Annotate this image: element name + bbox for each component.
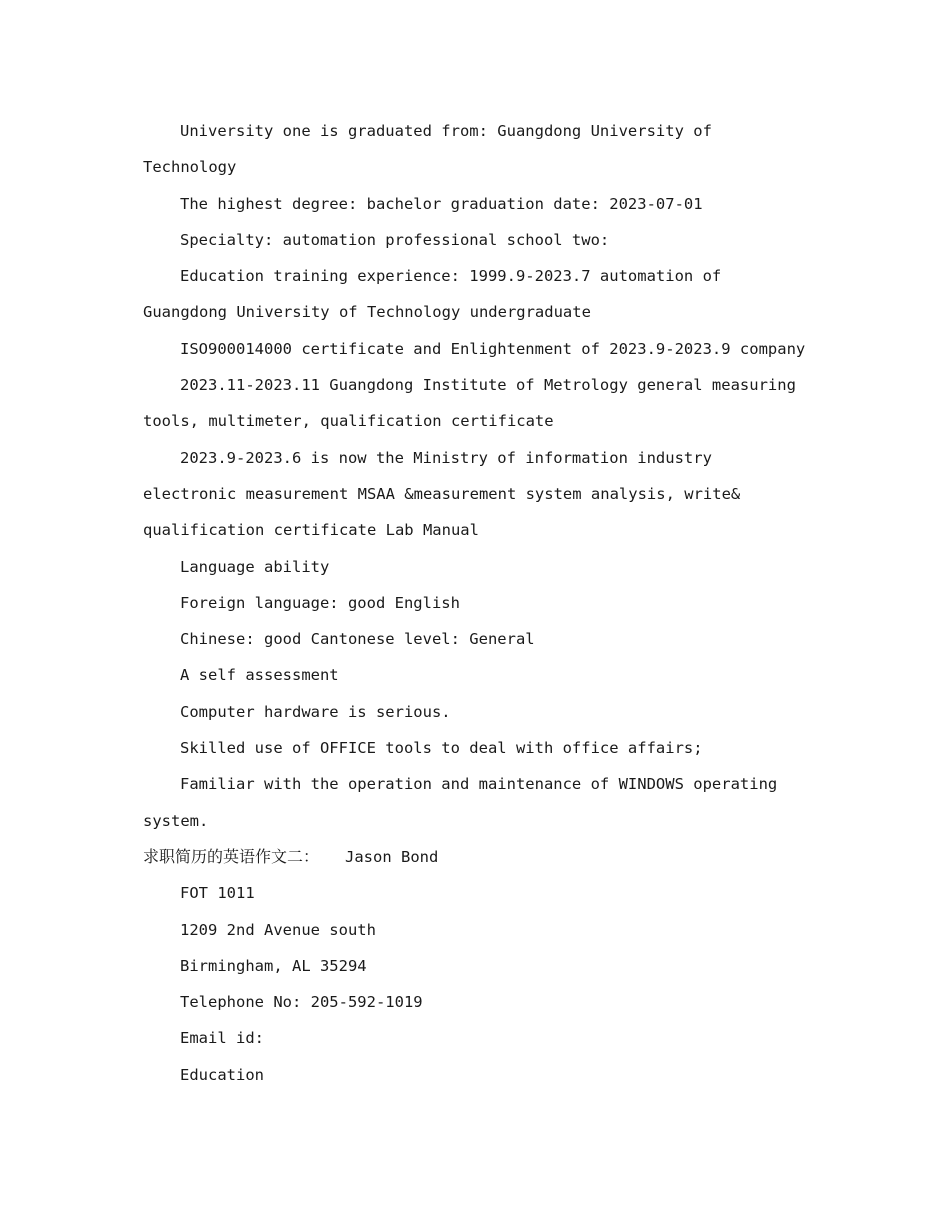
contact-line: 1209 2nd Avenue south (180, 920, 376, 939)
contact-line: Email id: (180, 1029, 264, 1048)
text-line: Specialty: automation professional school two: (180, 230, 610, 249)
text-line: University one is graduated from: Guangdong University of (180, 122, 712, 140)
text-line: electronic measurement MSAA &measurement system analysis, write& (143, 484, 741, 503)
text-line: tools, multimeter, qualification certificate (143, 412, 554, 431)
text-line: 2023.11-2023.11 Guangdong Institute of Metrology general measuring (180, 376, 796, 395)
text-line: ISO900014000 certificate and Enlightenment of 2023.9-2023.9 company (180, 339, 806, 358)
section-heading-title: 求职简历的英语作文二： (143, 846, 320, 866)
text-line: Foreign language: good English (180, 593, 460, 612)
text-line: Computer hardware is serious. (180, 702, 451, 721)
text-line: The highest degree: bachelor graduation date: 2023-07-01 (180, 194, 703, 213)
text-line: Language ability (180, 557, 330, 576)
text-line: qualification certificate Lab Manual (143, 521, 479, 540)
text-line: Skilled use of OFFICE tools to deal with office affairs; (180, 739, 703, 758)
section-heading-name: Jason Bond (345, 847, 439, 866)
text-line: Technology (143, 158, 237, 177)
document-body (143, 113, 823, 1093)
text-line: 2023.9-2023.6 is now the Ministry of information industry (180, 448, 712, 467)
text-line: Chinese: good Cantonese level: General (180, 630, 535, 649)
text-line: A self assessment (180, 666, 339, 685)
contact-line: Education (180, 1065, 264, 1084)
contact-line: Birmingham, AL 35294 (180, 956, 367, 975)
contact-line: Telephone No: 205-592-1019 (180, 993, 423, 1012)
text-line: Familiar with the operation and maintenance of WINDOWS operating (180, 775, 778, 794)
text-line: Guangdong University of Technology undergraduate (143, 303, 591, 322)
text-line: Education training experience: 1999.9-2023.7 automation of (180, 267, 722, 286)
section-heading (143, 839, 823, 875)
contact-line: FOT 1011 (180, 884, 255, 903)
text-line: system. (143, 811, 209, 830)
